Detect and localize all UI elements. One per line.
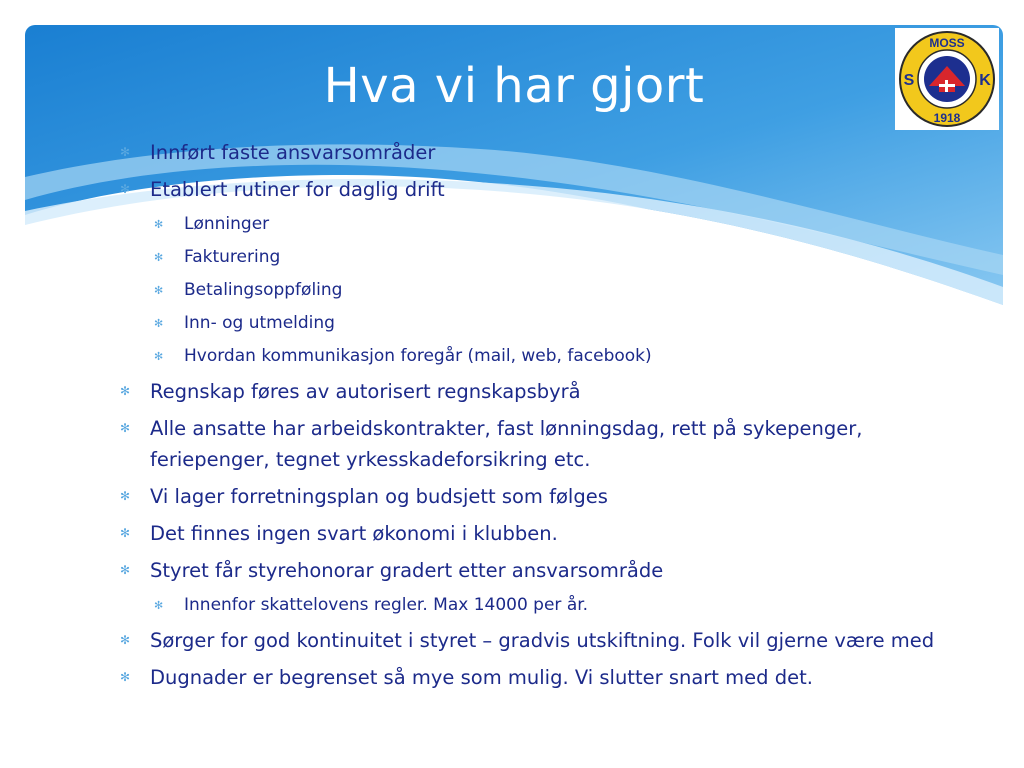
bullet-text: Hvordan kommunikasjon foregår (mail, web, facebook) [184,346,652,366]
bullet-text: Betalingsoppføling [184,280,343,300]
sub-bullet-item [118,310,988,337]
bullet-text: Innført faste ansvarsområder [150,141,436,164]
bullet-item [118,662,988,693]
logo-left-letter: S [903,72,915,89]
club-logo [895,28,999,130]
logo-right-letter: K [979,72,991,89]
sub-bullet-item [118,211,988,238]
bullet-asterisk-icon: ✻ [154,284,164,297]
bullet-asterisk-icon: ✻ [154,218,164,231]
bullet-asterisk-icon: ✻ [154,317,164,330]
sub-bullet-item [118,592,988,619]
bullet-text: Regnskap føres av autorisert regnskapsbyrå [150,380,581,403]
bullet-asterisk-icon: ✻ [120,421,131,435]
bullet-item [118,137,988,168]
sub-bullet-item [118,277,988,304]
bullet-item [118,481,988,512]
bullet-item [118,413,988,475]
slide-title: Hva vi har gjort [323,58,705,114]
bullet-asterisk-icon: ✻ [120,526,131,540]
bullet-asterisk-icon: ✻ [154,599,164,612]
bullet-asterisk-icon: ✻ [154,251,164,264]
bullet-text: Dugnader er begrenset så mye som mulig. Vi slutter snart med det. [150,666,813,689]
bullet-text: Inn- og utmelding [184,313,335,333]
logo-bottom-text: 1918 [933,111,961,125]
bullet-text: Alle ansatte har arbeidskontrakter, fast lønningsdag, rett på sykepenger, feriepenger, tegnet yrkesskadeforsikring etc. [150,417,863,471]
logo-top-text: MOSS [929,36,965,50]
club-logo-emblem [895,28,999,130]
bullet-asterisk-icon: ✻ [154,350,164,363]
bullet-text: Styret får styrehonorar gradert etter ansvarsområde [150,559,664,582]
bullet-asterisk-icon: ✻ [120,489,131,503]
bullet-asterisk-icon: ✻ [120,145,131,159]
sub-bullet-item [118,343,988,370]
bullet-text: Vi lager forretningsplan og budsjett som følges [150,485,608,508]
sub-bullet-item [118,244,988,271]
bullet-text: Fakturering [184,247,281,267]
bullet-asterisk-icon: ✻ [120,563,131,577]
bullet-text: Det finnes ingen svart økonomi i klubben. [150,522,558,545]
bullet-asterisk-icon: ✻ [120,670,131,684]
bullet-item [118,518,988,549]
bullet-item [118,376,988,407]
bullet-text: Sørger for god kontinuitet i styret – gradvis utskiftning. Folk vil gjerne være med [150,629,935,652]
bullet-text: Lønninger [184,214,270,234]
bullet-item [118,174,988,205]
bullet-text: Etablert rutiner for daglig drift [150,178,445,201]
bullet-item [118,555,988,586]
bullet-item [118,625,988,656]
bullet-asterisk-icon: ✻ [120,384,131,398]
bullet-text: Innenfor skattelovens regler. Max 14000 per år. [184,595,589,615]
bullet-asterisk-icon: ✻ [120,182,131,196]
bullet-list [118,137,988,693]
bullet-asterisk-icon: ✻ [120,633,131,647]
